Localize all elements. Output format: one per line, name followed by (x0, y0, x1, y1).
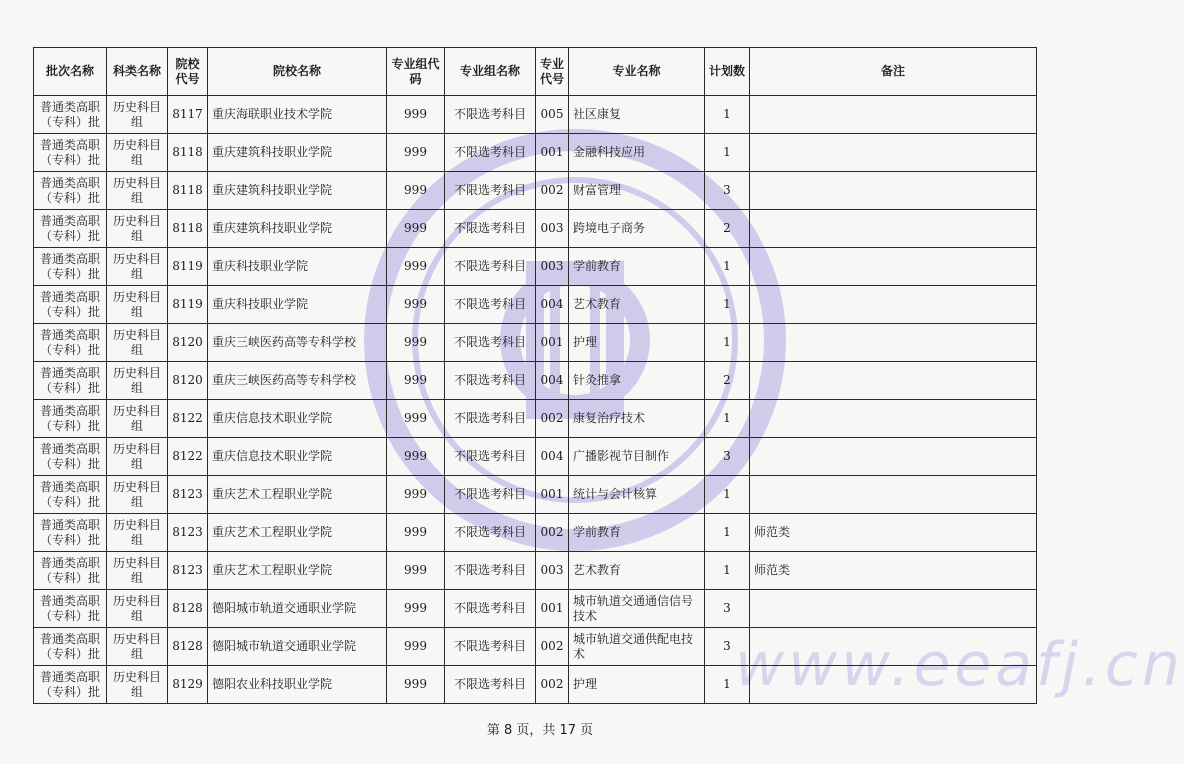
cell-batch: 普通类高职（专科）批 (34, 96, 107, 134)
table-row (34, 438, 1037, 476)
cell-batch: 普通类高职（专科）批 (34, 362, 107, 400)
cell-group-name: 不限选考科目 (445, 476, 536, 514)
header-batch: 批次名称 (34, 48, 107, 96)
cell-batch: 普通类高职（专科）批 (34, 286, 107, 324)
cell-major-name: 社区康复 (569, 96, 705, 134)
cell-school-code: 8118 (168, 172, 208, 210)
cell-major-name: 护理 (569, 666, 705, 704)
cell-note (750, 248, 1037, 286)
cell-category: 历史科目组 (107, 438, 168, 476)
cell-group-code: 999 (387, 400, 445, 438)
cell-school-name: 重庆海联职业技术学院 (208, 96, 387, 134)
cell-batch: 普通类高职（专科）批 (34, 248, 107, 286)
cell-major-name: 广播影视节目制作 (569, 438, 705, 476)
cell-category: 历史科目组 (107, 400, 168, 438)
cell-plan-count: 2 (705, 210, 750, 248)
cell-school-code: 8120 (168, 324, 208, 362)
cell-school-code: 8119 (168, 248, 208, 286)
cell-category: 历史科目组 (107, 134, 168, 172)
cell-school-name: 重庆艺术工程职业学院 (208, 552, 387, 590)
cell-school-name: 重庆艺术工程职业学院 (208, 476, 387, 514)
cell-batch: 普通类高职（专科）批 (34, 400, 107, 438)
cell-major-code: 002 (536, 666, 569, 704)
cell-group-name: 不限选考科目 (445, 590, 536, 628)
page-footer: 第 8 页，共 17 页 (486, 723, 594, 738)
cell-plan-count: 1 (705, 400, 750, 438)
cell-note (750, 324, 1037, 362)
cell-batch: 普通类高职（专科）批 (34, 514, 107, 552)
cell-school-code: 8120 (168, 362, 208, 400)
cell-batch: 普通类高职（专科）批 (34, 590, 107, 628)
cell-group-code: 999 (387, 324, 445, 362)
table-row (34, 324, 1037, 362)
cell-major-code: 004 (536, 362, 569, 400)
cell-school-name: 重庆信息技术职业学院 (208, 438, 387, 476)
cell-note (750, 590, 1037, 628)
cell-major-name: 金融科技应用 (569, 134, 705, 172)
cell-note: 师范类 (750, 552, 1037, 590)
cell-group-code: 999 (387, 362, 445, 400)
cell-category: 历史科目组 (107, 172, 168, 210)
cell-group-code: 999 (387, 590, 445, 628)
table-row (34, 628, 1037, 666)
header-group-name: 专业组名称 (445, 48, 536, 96)
cell-category: 历史科目组 (107, 96, 168, 134)
cell-group-code: 999 (387, 476, 445, 514)
cell-plan-count: 1 (705, 96, 750, 134)
cell-school-name: 重庆建筑科技职业学院 (208, 210, 387, 248)
cell-group-name: 不限选考科目 (445, 666, 536, 704)
cell-group-code: 999 (387, 172, 445, 210)
cell-group-name: 不限选考科目 (445, 552, 536, 590)
cell-group-name: 不限选考科目 (445, 324, 536, 362)
cell-group-code: 999 (387, 552, 445, 590)
cell-group-code: 999 (387, 438, 445, 476)
cell-plan-count: 1 (705, 286, 750, 324)
cell-note: 师范类 (750, 514, 1037, 552)
cell-note (750, 476, 1037, 514)
cell-major-code: 001 (536, 134, 569, 172)
cell-major-name: 城市轨道交通通信信号技术 (569, 590, 705, 628)
header-group-code: 专业组代码 (387, 48, 445, 96)
cell-batch: 普通类高职（专科）批 (34, 172, 107, 210)
cell-note (750, 362, 1037, 400)
cell-batch: 普通类高职（专科）批 (34, 476, 107, 514)
cell-batch: 普通类高职（专科）批 (34, 552, 107, 590)
header-row (34, 48, 1037, 96)
cell-major-name: 城市轨道交通供配电技术 (569, 628, 705, 666)
cell-major-name: 学前教育 (569, 514, 705, 552)
header-school-name: 院校名称 (208, 48, 387, 96)
cell-group-name: 不限选考科目 (445, 628, 536, 666)
cell-note (750, 172, 1037, 210)
cell-major-code: 001 (536, 324, 569, 362)
cell-group-name: 不限选考科目 (445, 248, 536, 286)
admission-plan-table (33, 47, 1037, 704)
cell-note (750, 286, 1037, 324)
cell-school-name: 重庆三峡医药高等专科学校 (208, 324, 387, 362)
cell-major-code: 004 (536, 438, 569, 476)
cell-major-code: 002 (536, 628, 569, 666)
cell-major-code: 005 (536, 96, 569, 134)
cell-school-name: 德阳城市轨道交通职业学院 (208, 628, 387, 666)
header-category: 科类名称 (107, 48, 168, 96)
cell-plan-count: 3 (705, 438, 750, 476)
cell-plan-count: 1 (705, 248, 750, 286)
cell-group-code: 999 (387, 628, 445, 666)
cell-note (750, 96, 1037, 134)
cell-school-name: 重庆艺术工程职业学院 (208, 514, 387, 552)
table-row (34, 172, 1037, 210)
cell-plan-count: 3 (705, 172, 750, 210)
cell-batch: 普通类高职（专科）批 (34, 210, 107, 248)
cell-group-code: 999 (387, 286, 445, 324)
cell-category: 历史科目组 (107, 248, 168, 286)
cell-school-code: 8128 (168, 590, 208, 628)
cell-note (750, 438, 1037, 476)
cell-note (750, 400, 1037, 438)
cell-school-name: 重庆科技职业学院 (208, 286, 387, 324)
cell-school-name: 重庆信息技术职业学院 (208, 400, 387, 438)
cell-school-code: 8118 (168, 134, 208, 172)
cell-school-code: 8123 (168, 476, 208, 514)
cell-school-name: 重庆建筑科技职业学院 (208, 134, 387, 172)
cell-note (750, 210, 1037, 248)
cell-plan-count: 3 (705, 590, 750, 628)
cell-note (750, 628, 1037, 666)
cell-major-code: 003 (536, 552, 569, 590)
cell-batch: 普通类高职（专科）批 (34, 628, 107, 666)
cell-plan-count: 3 (705, 628, 750, 666)
cell-school-code: 8117 (168, 96, 208, 134)
table-row (34, 590, 1037, 628)
cell-group-name: 不限选考科目 (445, 134, 536, 172)
header-plan-count: 计划数 (705, 48, 750, 96)
cell-plan-count: 2 (705, 362, 750, 400)
cell-category: 历史科目组 (107, 514, 168, 552)
cell-category: 历史科目组 (107, 552, 168, 590)
cell-major-name: 财富管理 (569, 172, 705, 210)
cell-major-name: 针灸推拿 (569, 362, 705, 400)
cell-category: 历史科目组 (107, 476, 168, 514)
header-school-code: 院校代号 (168, 48, 208, 96)
cell-major-code: 003 (536, 210, 569, 248)
cell-group-name: 不限选考科目 (445, 210, 536, 248)
cell-major-name: 康复治疗技术 (569, 400, 705, 438)
cell-group-code: 999 (387, 666, 445, 704)
table-row (34, 362, 1037, 400)
header-note: 备注 (750, 48, 1037, 96)
cell-major-name: 统计与会计核算 (569, 476, 705, 514)
cell-plan-count: 1 (705, 134, 750, 172)
cell-batch: 普通类高职（专科）批 (34, 666, 107, 704)
cell-category: 历史科目组 (107, 324, 168, 362)
cell-school-code: 8128 (168, 628, 208, 666)
cell-plan-count: 1 (705, 476, 750, 514)
cell-note (750, 666, 1037, 704)
cell-batch: 普通类高职（专科）批 (34, 438, 107, 476)
watermark-url: www.eeafj.cn (735, 630, 1184, 700)
cell-category: 历史科目组 (107, 628, 168, 666)
cell-school-name: 重庆建筑科技职业学院 (208, 172, 387, 210)
cell-school-code: 8122 (168, 400, 208, 438)
cell-school-code: 8123 (168, 514, 208, 552)
cell-plan-count: 1 (705, 514, 750, 552)
cell-group-code: 999 (387, 96, 445, 134)
cell-major-code: 004 (536, 286, 569, 324)
cell-major-code: 002 (536, 514, 569, 552)
header-major-name: 专业名称 (569, 48, 705, 96)
cell-category: 历史科目组 (107, 362, 168, 400)
table-row (34, 96, 1037, 134)
cell-major-name: 艺术教育 (569, 552, 705, 590)
cell-major-name: 艺术教育 (569, 286, 705, 324)
cell-school-code: 8123 (168, 552, 208, 590)
cell-major-name: 护理 (569, 324, 705, 362)
cell-school-code: 8122 (168, 438, 208, 476)
cell-major-code: 001 (536, 476, 569, 514)
cell-plan-count: 1 (705, 324, 750, 362)
cell-plan-count: 1 (705, 552, 750, 590)
cell-group-name: 不限选考科目 (445, 514, 536, 552)
table-row (34, 248, 1037, 286)
cell-plan-count: 1 (705, 666, 750, 704)
cell-school-code: 8129 (168, 666, 208, 704)
cell-batch: 普通类高职（专科）批 (34, 324, 107, 362)
cell-school-code: 8119 (168, 286, 208, 324)
cell-major-code: 003 (536, 248, 569, 286)
cell-school-name: 重庆科技职业学院 (208, 248, 387, 286)
cell-group-name: 不限选考科目 (445, 400, 536, 438)
cell-major-name: 学前教育 (569, 248, 705, 286)
cell-major-code: 002 (536, 172, 569, 210)
table-row (34, 134, 1037, 172)
cell-category: 历史科目组 (107, 666, 168, 704)
table-row (34, 552, 1037, 590)
table-row (34, 400, 1037, 438)
cell-school-name: 重庆三峡医药高等专科学校 (208, 362, 387, 400)
cell-group-name: 不限选考科目 (445, 172, 536, 210)
table-row (34, 286, 1037, 324)
cell-group-code: 999 (387, 514, 445, 552)
cell-school-code: 8118 (168, 210, 208, 248)
cell-category: 历史科目组 (107, 286, 168, 324)
cell-category: 历史科目组 (107, 210, 168, 248)
cell-note (750, 134, 1037, 172)
cell-school-name: 德阳农业科技职业学院 (208, 666, 387, 704)
table-row (34, 476, 1037, 514)
cell-group-name: 不限选考科目 (445, 438, 536, 476)
cell-category: 历史科目组 (107, 590, 168, 628)
cell-group-code: 999 (387, 210, 445, 248)
table-row (34, 514, 1037, 552)
cell-major-code: 001 (536, 590, 569, 628)
cell-group-name: 不限选考科目 (445, 362, 536, 400)
cell-major-name: 跨境电子商务 (569, 210, 705, 248)
table-row (34, 210, 1037, 248)
cell-group-name: 不限选考科目 (445, 286, 536, 324)
cell-group-code: 999 (387, 248, 445, 286)
cell-group-name: 不限选考科目 (445, 96, 536, 134)
cell-school-name: 德阳城市轨道交通职业学院 (208, 590, 387, 628)
header-major-code: 专业代号 (536, 48, 569, 96)
cell-batch: 普通类高职（专科）批 (34, 134, 107, 172)
table-row (34, 666, 1037, 704)
cell-group-code: 999 (387, 134, 445, 172)
cell-major-code: 002 (536, 400, 569, 438)
